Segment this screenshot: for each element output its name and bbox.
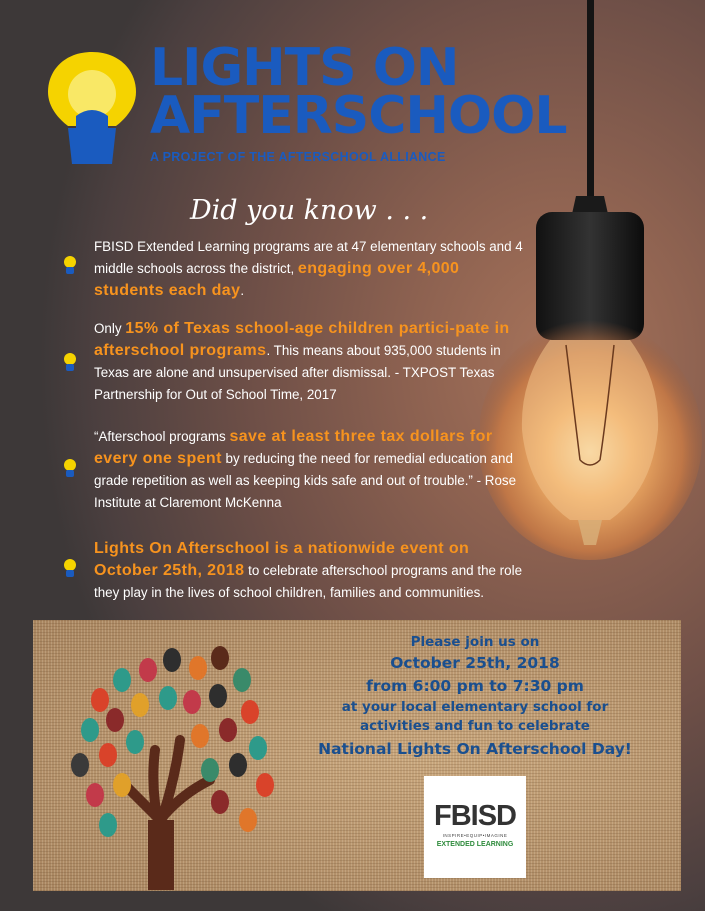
fact-4	[94, 538, 534, 604]
fact-2-text: Only	[94, 321, 126, 336]
invite-time: from 6:00 pm to 7:30 pm	[366, 677, 584, 695]
fbisd-name: FBISD	[434, 800, 516, 832]
bulb-bullet-icon	[62, 458, 78, 478]
fact-3	[94, 426, 526, 514]
fact-1-text: FBISD Extended Learning programs are at 47 elementary schools and 4 middle schools across the district,	[94, 239, 523, 276]
did-you-know-heading: Did you know . . .	[190, 195, 429, 226]
logo-line-2: AFTERSCHOOL	[150, 86, 567, 146]
fact-4-end: to celebrate afterschool programs and the role they play in the lives of school children, families and communities.	[94, 563, 523, 600]
bulb-bullet-icon	[62, 558, 78, 578]
invite-activities: activities and fun to celebrate	[360, 718, 590, 734]
fact-1	[94, 236, 526, 302]
fact-3-highlight: save at least three tax dollars for every one spent	[94, 428, 493, 467]
invite-line-1: Please join us on	[410, 634, 540, 650]
fact-2-highlight: 15% of Texas school-age children partici-pate in afterschool programs	[94, 320, 510, 359]
bulb-bullet-icon	[62, 255, 78, 275]
fact-3-text: “Afterschool programs	[94, 429, 230, 444]
fact-1-highlight: engaging over 4,000 students each day	[94, 260, 460, 299]
invite-date: October 25th, 2018	[390, 654, 560, 672]
fbisd-program: EXTENDED LEARNING	[436, 841, 514, 848]
fact-2	[94, 318, 526, 406]
invite-location: at your local elementary school for	[341, 699, 609, 715]
lightbulb-logo-icon	[40, 46, 145, 168]
logo-subtitle: A PROJECT OF THE AFTERSCHOOL ALLIANCE	[150, 150, 446, 164]
bulb-bullet-icon	[62, 352, 78, 372]
hand-tree-image	[60, 630, 290, 890]
fact-2-end: . This means about 935,000 students in Texas are alone and unsupervised after dismissal. - TXPOST Texas Partnership for Out of School Time, 2017	[94, 343, 501, 402]
fact-1-end: .	[240, 283, 245, 298]
invite-event-name: National Lights On Afterschool Day!	[318, 740, 632, 758]
logo-line-1: LIGHTS ON	[150, 38, 459, 98]
fbisd-logo	[424, 776, 526, 878]
fact-3-end: by reducing the need for remedial education and grade repetition as well as keeping kids safe and out of trouble.” - Rose Institute at Claremont McKenna	[94, 451, 517, 510]
invitation-text	[300, 632, 650, 762]
fbisd-tagline: INSPIRE•EQUIP•IMAGINE	[442, 833, 508, 838]
fact-4-highlight: Lights On Afterschool is a nationwide event on October 25th, 2018	[94, 540, 470, 579]
